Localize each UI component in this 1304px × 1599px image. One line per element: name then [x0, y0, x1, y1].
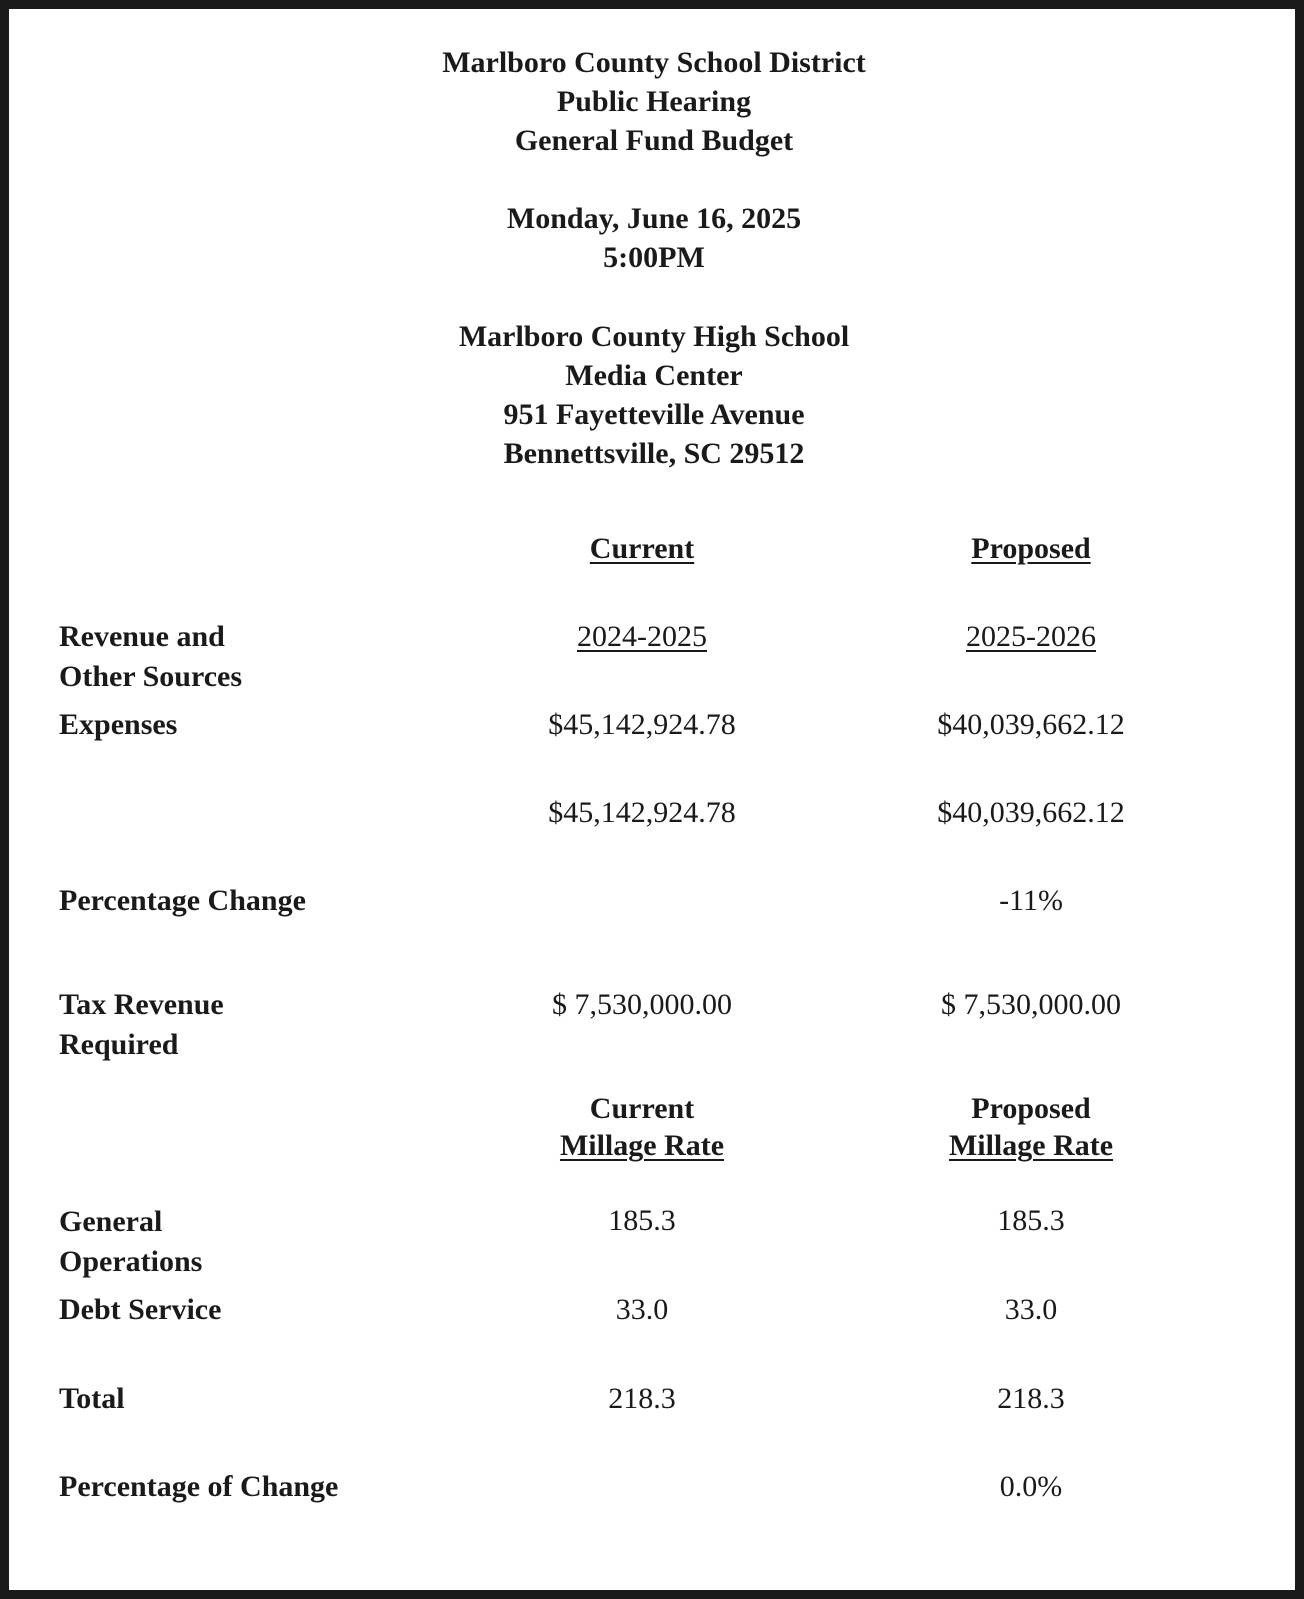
venue-room: Media Center [565, 359, 743, 392]
total-label: Total [59, 1382, 125, 1415]
expenses-label: Expenses [59, 708, 178, 741]
venue-name: Marlboro County High School [458, 320, 850, 353]
percentage-change-value: -11% [999, 884, 1063, 917]
revenue-label-line2: Other Sources [59, 660, 243, 693]
revenue-proposed-value: $40,039,662.12 [937, 708, 1125, 741]
general-operations-label [59, 1202, 202, 1282]
percentage-of-change-value: 0.0% [999, 1470, 1063, 1503]
notice-type: Public Hearing [556, 85, 752, 118]
debt-service-current: 33.0 [615, 1293, 669, 1326]
hearing-time: 5:00PM [603, 241, 705, 274]
revenue-label [59, 617, 242, 697]
general-operations-proposed: 185.3 [997, 1204, 1065, 1237]
current-year: 2024-2025 [577, 620, 707, 653]
debt-service-label: Debt Service [59, 1293, 222, 1326]
proposed-millage-heading [851, 1090, 1211, 1164]
tax-revenue-label [59, 985, 224, 1065]
district-name: Marlboro County School District [442, 46, 866, 79]
venue-street: 951 Fayetteville Avenue [503, 398, 805, 431]
general-operations-label-line2: Operations [59, 1245, 203, 1278]
tax-revenue-label-line2: Required [59, 1028, 179, 1061]
revenue-current-value: $45,142,924.78 [548, 708, 736, 741]
current-heading: Current [589, 532, 695, 565]
current-millage-heading-line1: Current [589, 1092, 695, 1125]
tax-revenue-proposed-value: $ 7,530,000.00 [941, 988, 1121, 1021]
proposed-heading: Proposed [971, 532, 1091, 565]
expenses-proposed-value: $40,039,662.12 [937, 796, 1125, 829]
revenue-label-line1: Revenue and [59, 620, 225, 653]
percentage-change-label: Percentage Change [59, 884, 306, 917]
hearing-date: Monday, June 16, 2025 [506, 202, 802, 235]
general-operations-label-line1: General [59, 1205, 163, 1238]
total-proposed: 218.3 [997, 1382, 1065, 1415]
total-current: 218.3 [608, 1382, 676, 1415]
proposed-millage-heading-line2: Millage Rate [948, 1129, 1114, 1162]
venue-city: Bennettsville, SC 29512 [503, 437, 805, 470]
tax-revenue-current-value: $ 7,530,000.00 [552, 988, 732, 1021]
debt-service-proposed: 33.0 [1004, 1293, 1058, 1326]
proposed-year: 2025-2026 [966, 620, 1096, 653]
percentage-of-change-label: Percentage of Change [59, 1470, 339, 1503]
general-operations-current: 185.3 [608, 1204, 676, 1237]
expenses-current-value: $45,142,924.78 [548, 796, 736, 829]
current-millage-heading [462, 1090, 822, 1164]
tax-revenue-label-line1: Tax Revenue [59, 988, 224, 1021]
fund-title: General Fund Budget [514, 124, 794, 157]
proposed-millage-heading-line1: Proposed [971, 1092, 1091, 1125]
current-millage-heading-line2: Millage Rate [559, 1129, 725, 1162]
